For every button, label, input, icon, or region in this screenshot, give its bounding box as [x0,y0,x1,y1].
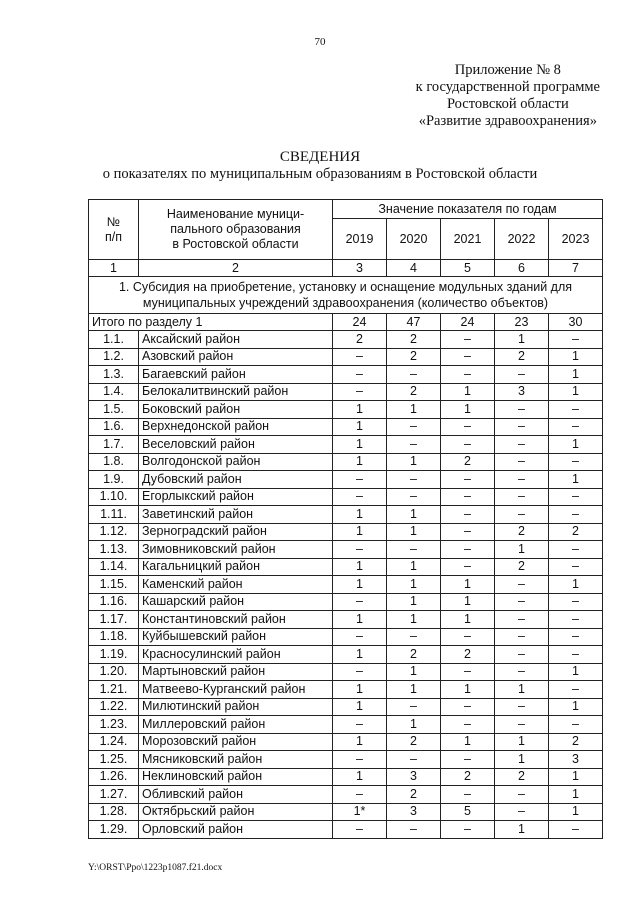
year-value: 2 [387,348,441,366]
table-row [89,418,603,436]
appendix-block [416,62,600,130]
document-subtitle: о показателях по муниципальным образованиям в Ростовской области [102,166,538,182]
table-row [89,803,603,821]
year-value: 1 [441,593,495,611]
row-number: 1.13. [89,541,139,559]
column-number: 6 [495,260,549,277]
header-name: Наименование муници- пального образования в Ростовской области [139,200,333,260]
table-row [89,751,603,769]
year-value: – [495,436,549,454]
year-value: 2 [495,348,549,366]
year-value: 1 [333,558,387,576]
row-number: 1.6. [89,418,139,436]
year-value: 1 [549,803,603,821]
year-value: 2 [387,331,441,349]
page-number: 70 [314,36,326,48]
district-name: Морозовский район [139,733,333,751]
table-row [89,628,603,646]
year-value: 2 [495,523,549,541]
year-value: – [495,611,549,629]
year-value: 1 [333,401,387,419]
year-value: 1 [441,383,495,401]
district-name: Белокалитвинский район [139,383,333,401]
header-num: № п/п [89,200,139,260]
district-name: Обливский район [139,786,333,804]
year-value: – [333,628,387,646]
year-value: – [549,453,603,471]
year-value: – [441,418,495,436]
table-row [89,611,603,629]
year-value: – [549,628,603,646]
year-value: – [333,541,387,559]
table-row [89,331,603,349]
table-row [89,506,603,524]
year-value: – [333,751,387,769]
year-value: – [441,751,495,769]
year-value: 1 [333,436,387,454]
district-name: Дубовский район [139,471,333,489]
year-value: – [333,593,387,611]
year-value: 2 [441,768,495,786]
year-value: – [441,821,495,839]
table-row [89,593,603,611]
table-row [89,366,603,384]
year-value: 1 [549,786,603,804]
header-year: 2020 [387,219,441,260]
district-name: Неклиновский район [139,768,333,786]
year-value: – [549,541,603,559]
row-number: 1.8. [89,453,139,471]
table-row [89,453,603,471]
appendix-line-2: к государственной программе [415,79,600,95]
year-value: – [549,611,603,629]
appendix-line-3: Ростовской области [446,96,569,112]
table-row [89,383,603,401]
district-name: Матвеево-Курганский район [139,681,333,699]
row-number: 1.23. [89,716,139,734]
district-name: Азовский район [139,348,333,366]
year-value: – [333,383,387,401]
district-name: Каменский район [139,576,333,594]
year-value: 1 [387,716,441,734]
year-value: – [333,471,387,489]
year-value: – [441,716,495,734]
year-value: – [549,646,603,664]
table-row [89,646,603,664]
district-name: Веселовский район [139,436,333,454]
appendix-line-4: «Развитие здравоохранения» [418,113,597,129]
district-name: Заветинский район [139,506,333,524]
year-value: – [495,366,549,384]
district-name: Волгодонской район [139,453,333,471]
year-value: 2 [495,558,549,576]
column-number: 1 [89,260,139,277]
year-value: 5 [441,803,495,821]
year-value: 1 [495,331,549,349]
year-value: – [441,558,495,576]
year-value: 1 [333,418,387,436]
year-value: 1 [387,453,441,471]
year-value: – [441,541,495,559]
year-value: – [549,558,603,576]
district-name: Миллеровский район [139,716,333,734]
table-row [89,576,603,594]
district-name: Верхнедонской район [139,418,333,436]
year-value: 1 [333,698,387,716]
year-value: 1 [333,768,387,786]
year-value: 1 [333,506,387,524]
table-row [89,558,603,576]
year-value: 1 [387,523,441,541]
year-value: – [441,786,495,804]
row-number: 1.19. [89,646,139,664]
year-value: – [333,786,387,804]
year-value: 1 [549,383,603,401]
year-value: – [549,821,603,839]
year-value: – [387,418,441,436]
row-number: 1.15. [89,576,139,594]
year-value: – [495,593,549,611]
row-number: 1.10. [89,488,139,506]
total-label: Итого по разделу 1 [89,314,333,331]
year-value: – [495,698,549,716]
year-value: – [387,628,441,646]
total-value: 30 [549,314,603,331]
total-value: 24 [441,314,495,331]
district-name: Кагальницкий район [139,558,333,576]
year-value: 1 [333,523,387,541]
year-value: 2 [441,646,495,664]
row-number: 1.17. [89,611,139,629]
year-value: 1 [549,576,603,594]
year-value: – [495,786,549,804]
row-number: 1.5. [89,401,139,419]
year-value: – [441,436,495,454]
indicators-table [88,199,603,839]
year-value: – [333,488,387,506]
year-value: – [387,698,441,716]
year-value: – [549,418,603,436]
year-value: 1 [333,576,387,594]
year-value: 1 [549,348,603,366]
year-value: – [441,471,495,489]
district-name: Милютинский район [139,698,333,716]
total-value: 23 [495,314,549,331]
year-value: – [441,628,495,646]
column-number: 7 [549,260,603,277]
year-value: – [333,716,387,734]
column-number: 5 [441,260,495,277]
year-value: – [441,366,495,384]
year-value: 1 [549,366,603,384]
table-row [89,348,603,366]
year-value: 3 [495,383,549,401]
row-number: 1.29. [89,821,139,839]
year-value: 1 [495,541,549,559]
total-value: 24 [333,314,387,331]
year-value: – [495,506,549,524]
year-value: – [549,506,603,524]
year-value: 1 [387,558,441,576]
year-value: 1 [495,733,549,751]
district-name: Орловский район [139,821,333,839]
year-value: 1 [387,611,441,629]
year-value: 1 [333,453,387,471]
district-name: Куйбышевский район [139,628,333,646]
district-name: Багаевский район [139,366,333,384]
district-name: Зерноградский район [139,523,333,541]
year-value: 3 [387,803,441,821]
year-value: 1 [333,611,387,629]
table-row [89,523,603,541]
table-row [89,768,603,786]
row-number: 1.14. [89,558,139,576]
year-value: 1 [387,401,441,419]
year-value: – [495,418,549,436]
district-name: Аксайский район [139,331,333,349]
row-number: 1.21. [89,681,139,699]
year-value: 2 [387,383,441,401]
year-value: 1 [495,681,549,699]
year-value: – [441,488,495,506]
table-row [89,488,603,506]
year-value: 1 [549,471,603,489]
year-value: – [387,471,441,489]
year-value: 2 [333,331,387,349]
year-value: – [495,663,549,681]
year-value: 1 [441,611,495,629]
year-value: – [495,646,549,664]
row-number: 1.9. [89,471,139,489]
year-value: – [495,401,549,419]
year-value: – [495,628,549,646]
year-value: – [333,821,387,839]
year-value: – [333,366,387,384]
district-name: Егорлыкский район [139,488,333,506]
year-value: – [495,471,549,489]
year-value: – [549,488,603,506]
year-value: 1 [549,663,603,681]
year-value: 3 [387,768,441,786]
row-number: 1.16. [89,593,139,611]
year-value: 1 [549,436,603,454]
district-name: Мартыновский район [139,663,333,681]
year-value: – [387,541,441,559]
table-row [89,698,603,716]
year-value: 1 [441,401,495,419]
year-value: 3 [549,751,603,769]
table-row [89,681,603,699]
year-value: 1 [387,663,441,681]
table-row [89,733,603,751]
year-value: – [387,488,441,506]
year-value: – [441,698,495,716]
year-value: – [549,681,603,699]
year-value: – [495,716,549,734]
year-value: – [441,506,495,524]
header-year: 2022 [495,219,549,260]
year-value: 1 [333,733,387,751]
year-value: – [441,663,495,681]
district-name: Октябрьский район [139,803,333,821]
appendix-line-1: Приложение № 8 [454,62,561,78]
year-value: 2 [387,646,441,664]
table-row [89,541,603,559]
year-value: 2 [549,733,603,751]
year-value: – [387,751,441,769]
table-row [89,663,603,681]
total-value: 47 [387,314,441,331]
district-name: Кашарский район [139,593,333,611]
row-number: 1.1. [89,331,139,349]
row-number: 1.28. [89,803,139,821]
column-number: 3 [333,260,387,277]
district-name: Константиновский район [139,611,333,629]
year-value: 1 [387,681,441,699]
district-name: Мясниковский район [139,751,333,769]
column-number: 4 [387,260,441,277]
table-row [89,821,603,839]
year-value: 1 [441,576,495,594]
row-number: 1.4. [89,383,139,401]
table-row [89,471,603,489]
year-value: 2 [495,768,549,786]
year-value: 1 [441,733,495,751]
document-title: СВЕДЕНИЯ [279,149,361,165]
year-value: 1 [495,751,549,769]
year-value: 1 [387,593,441,611]
year-value: – [441,523,495,541]
row-number: 1.12. [89,523,139,541]
row-number: 1.18. [89,628,139,646]
row-number: 1.27. [89,786,139,804]
row-number: 1.7. [89,436,139,454]
row-number: 1.25. [89,751,139,769]
row-number: 1.3. [89,366,139,384]
year-value: – [387,366,441,384]
row-number: 1.20. [89,663,139,681]
file-path-footer: Y:\ORST\Ppo\1223p1087.f21.docx [88,863,223,873]
year-value: 1 [495,821,549,839]
district-name: Зимовниковский район [139,541,333,559]
year-value: – [495,453,549,471]
year-value: 2 [387,786,441,804]
row-number: 1.2. [89,348,139,366]
year-value: 2 [387,733,441,751]
year-value: 1 [549,698,603,716]
year-value: – [495,576,549,594]
year-value: 2 [441,453,495,471]
column-number: 2 [139,260,333,277]
year-value: – [495,803,549,821]
header-year: 2021 [441,219,495,260]
year-value: 1 [333,681,387,699]
year-value: – [441,331,495,349]
year-value: 1 [387,506,441,524]
district-name: Боковский район [139,401,333,419]
header-year: 2023 [549,219,603,260]
year-value: – [495,488,549,506]
table-row [89,716,603,734]
year-value: 2 [549,523,603,541]
year-value: – [333,348,387,366]
header-year: 2019 [333,219,387,260]
year-value: – [333,663,387,681]
year-value: 1 [387,576,441,594]
row-number: 1.24. [89,733,139,751]
year-value: – [441,348,495,366]
year-value: 1 [549,768,603,786]
table-row [89,786,603,804]
year-value: – [549,593,603,611]
year-value: – [549,401,603,419]
year-value: 1 [333,646,387,664]
row-number: 1.11. [89,506,139,524]
row-number: 1.26. [89,768,139,786]
year-value: – [549,716,603,734]
district-name: Красносулинский район [139,646,333,664]
year-value: – [549,331,603,349]
table-row [89,401,603,419]
row-number: 1.22. [89,698,139,716]
header-values-group: Значение показателя по годам [333,200,603,219]
year-value: 1 [441,681,495,699]
table-row [89,436,603,454]
year-value: – [387,436,441,454]
section-title: 1. Субсидия на приобретение, установку и оснащение модульных зданий для муниципальных учреждений здравоохранения (количество объектов) [89,277,603,314]
year-value: – [387,821,441,839]
year-value: 1* [333,803,387,821]
